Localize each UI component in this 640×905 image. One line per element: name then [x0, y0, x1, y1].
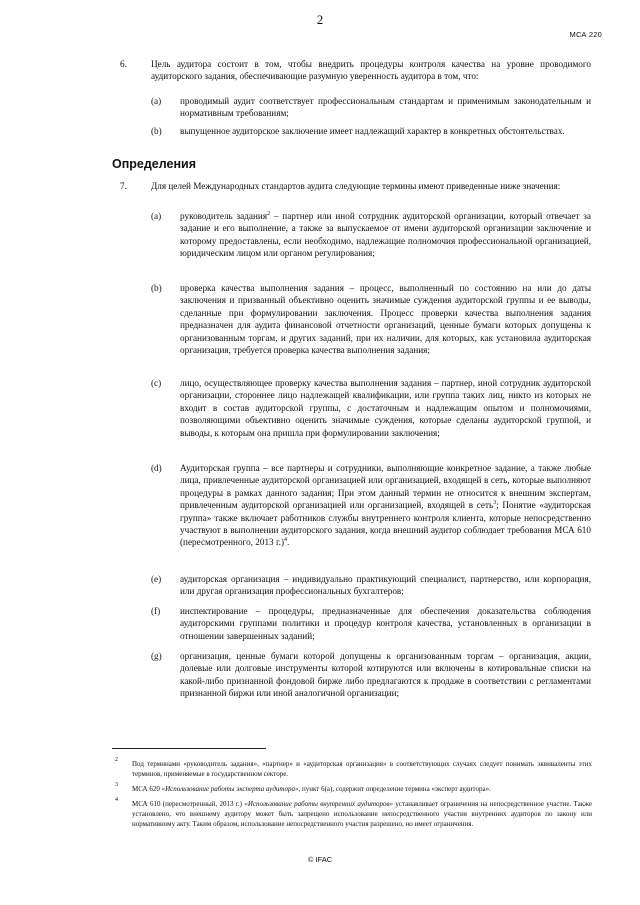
para-7e-text: аудиторская организация – индивидуально практикующий специалист, партнерство, или корпорация, или другая организация профессиональных бухгалтеров; — [180, 574, 591, 597]
para-7f-label: (f) — [151, 606, 161, 616]
footnote-ref-2[interactable]: 2 — [267, 210, 271, 217]
para-7-number: 7. — [120, 181, 127, 191]
footnote-4-text: МСА 610 (пересмотренный, 2013 г.) «Использование работы внутренних аудиторов» устанавливает ограничения на непосредственное участие. Также установлено, что внешнему аудитору может быть запрещено использование непосредственного участия внутренних аудиторов по закону или нормативному акту. Таким образом, использование непосредственного участия разрешено, но имеет ограничения. — [132, 800, 592, 828]
footnote-4-number: 4 — [115, 797, 118, 803]
para-7e-label: (e) — [151, 574, 162, 584]
footnote-3-number: 3 — [115, 782, 118, 788]
footnote-ref-3[interactable]: 3 — [493, 500, 497, 507]
para-6-number: 6. — [120, 59, 127, 69]
para-7b-label: (b) — [151, 283, 162, 293]
para-7g-label: (g) — [151, 651, 162, 661]
footnote-ref-4[interactable]: 4 — [284, 537, 288, 544]
para-7d-text: Аудиторская группа – все партнеры и сотрудники, выполняющие конкретное задание, а также любые лица, привлеченные аудиторской организацией или организацией, входящей в сеть, которые выполняют процедуры в рамках данного задания; При этом данный термин не относится к внешним экспертам, привлеченным аудиторской организацией или организацией, входящей в сеть$^3$; Понятие «аудиторская группа» также включает работников службы внутреннего контроля клиента, которые непосредственно участвуют в выполнении аудиторского задания, когда внешний аудитор соблюдает требования МСА 610 (пересмотренного, 2013 г.)$^4$. — [180, 463, 591, 548]
page-number: 2 — [316, 12, 324, 27]
footnote-3-text: МСА 620 «Использование работы эксперта аудитора», пункт 6(a), содержит определение термина «эксперт аудитора». — [132, 785, 491, 793]
para-6b-text: выпущенное аудиторское заключение имеет надлежащий характер в конкретных обстоятельствах. — [180, 126, 565, 136]
footnote-2-number: 2 — [115, 757, 118, 763]
para-6b-label: (b) — [151, 126, 162, 136]
standard-code: МСА 220 — [569, 30, 602, 39]
para-7a-label: (a) — [151, 211, 162, 221]
para-7c-text: лицо, осуществляющее проверку качества выполнения задания – партнер, иной сотрудник аудиторской организации, стороннее лицо надлежащей квалификации, или группа таких лиц, никто из которых не входит в состав аудиторской группы, с достаточным и надлежащим опытом и полномочиями, позволяющими объективно оценить значимые суждения, которые сделаны аудиторской группой, и выводы, к которым она пришла при формулировании заключения; — [180, 378, 591, 438]
para-7a-text: руководитель задания$^2$ – партнер или иной сотрудник аудиторской организации, который отвечает за задание и его выполнение, а также за выпускаемое от имени аудиторской организации заключение и которому предоставлены, если необходимо, надлежащие полномочия профессиональной организацией, юридическим лицом или органом регулирования; — [180, 210, 591, 259]
para-7f-text: инспектирование – процедуры, предназначенные для обеспечения доказательства соблюдения аудиторскими группами политики и процедур контроля качества, установленных в организации в отношении завершенных заданий; — [180, 606, 591, 641]
section-heading: Определения — [112, 157, 197, 171]
para-7b-text: проверка качества выполнения задания – процесс, выполненный по состоянию на или до даты заключения и призванный объективно оценить значимые суждения аудиторской группы и ее выводы, сделанные при формулировании заключения. Процесс проверки качества выполнения задания предназначен для аудита финансовой отчетности организаций, ценные бумаги которых допущены к организованным торгам, и других заданий, при их наличии, для которых, как установила аудиторская организация, требуется проверка качества выполнения задания; — [180, 283, 591, 356]
para-7g-text: организация, ценные бумаги которой допущены к организованным торгам – организация, акции, долевые или долговые инструменты которой котируются или включены в котировальные списки на какой-либо признанной фондовой бирже либо предлагаются к продаже в соответствии с регламентами признанной биржи или иной аналогичной организации; — [180, 651, 591, 699]
para-6a-text: проводимый аудит соответствует профессиональным стандартам и применимым законодательным и нормативным требованиям; — [180, 96, 591, 119]
para-7c-label: (c) — [151, 378, 162, 388]
footnote-divider — [112, 748, 266, 749]
copyright-footer: © IFAC — [307, 855, 333, 864]
para-6-text: Цель аудитора состоит в том, чтобы внедрить процедуры контроля качества на уровне проводимого аудиторского задания, обеспечивающие разумную уверенность аудитора в том, что: — [151, 59, 591, 82]
footnote-2-text: Под терминами «руководитель задания», «партнер» и «аудиторская организация» в соответствующих случаях следует понимать эквиваленты этих терминов, применяемые в государственном секторе. — [132, 760, 592, 778]
para-7-text: Для целей Международных стандартов аудита следующие термины имеют приведенные ниже значения: — [151, 181, 561, 191]
para-6a-label: (a) — [151, 96, 162, 106]
para-7d-label: (d) — [151, 463, 162, 473]
